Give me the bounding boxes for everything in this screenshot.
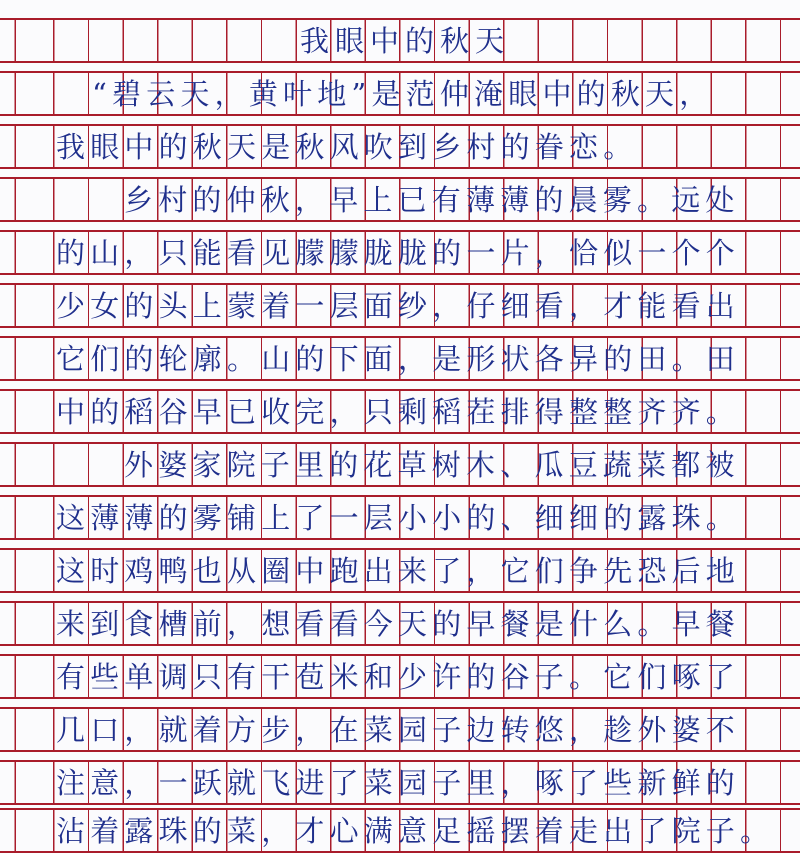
grid-row xyxy=(0,230,800,275)
grid-row xyxy=(0,601,800,646)
grid-row xyxy=(0,336,800,381)
text-line: 我眼中的秋天是秋风吹到乡村的眷恋。 xyxy=(56,130,638,164)
grid-row xyxy=(0,707,800,752)
grid-row xyxy=(0,442,800,487)
text-line: 它们的轮廓。山的下面，是形状各异的田。田 xyxy=(56,342,741,376)
text-line: 这薄薄的雾铺上了一层小小的、细细的露珠。 xyxy=(56,501,741,535)
grid-row xyxy=(0,808,800,853)
grid-row xyxy=(0,548,800,593)
grid-row xyxy=(0,124,800,169)
text-line: 的山，只能看见朦朦胧胧的一片，恰似一个个 xyxy=(56,236,741,270)
grid-row xyxy=(0,177,800,222)
grid-row xyxy=(0,654,800,699)
text-line: 外婆家院子里的花草树木、瓜豆蔬菜都被 xyxy=(124,448,740,482)
essay-title: 我眼中的秋天 xyxy=(300,24,511,58)
text-line: “碧云天，黄叶地”是范仲淹眼中的秋天， xyxy=(92,77,714,111)
text-line: 这时鸡鸭也从圈中跑出来了，它们争先恐后地 xyxy=(56,554,741,588)
text-line: 少女的头上蒙着一层面纱，仔细看，才能看出 xyxy=(56,289,741,323)
text-line: 几口，就着方步，在菜园子边转悠，趁外婆不 xyxy=(56,713,741,747)
text-line: 沾着露珠的菜，才心满意足摇摆着走出了院子。 xyxy=(56,814,775,848)
text-line: 乡村的仲秋，早上已有薄薄的晨雾。远处 xyxy=(124,183,740,217)
grid-row xyxy=(0,71,800,116)
grid-row xyxy=(0,495,800,540)
text-line: 中的稻谷早已收完，只剩稻茬排得整整齐齐。 xyxy=(56,395,741,429)
text-line: 注意，一跃就飞进了菜园子里，啄了些新鲜的 xyxy=(56,766,741,800)
grid-row xyxy=(0,283,800,328)
grid-row xyxy=(0,760,800,805)
grid-row-title xyxy=(0,18,800,63)
text-line: 来到食槽前，想看看今天的早餐是什么。早餐 xyxy=(56,607,741,641)
grid-row xyxy=(0,389,800,434)
text-line: 有些单调只有干苞米和少许的谷子。它们啄了 xyxy=(56,660,741,694)
